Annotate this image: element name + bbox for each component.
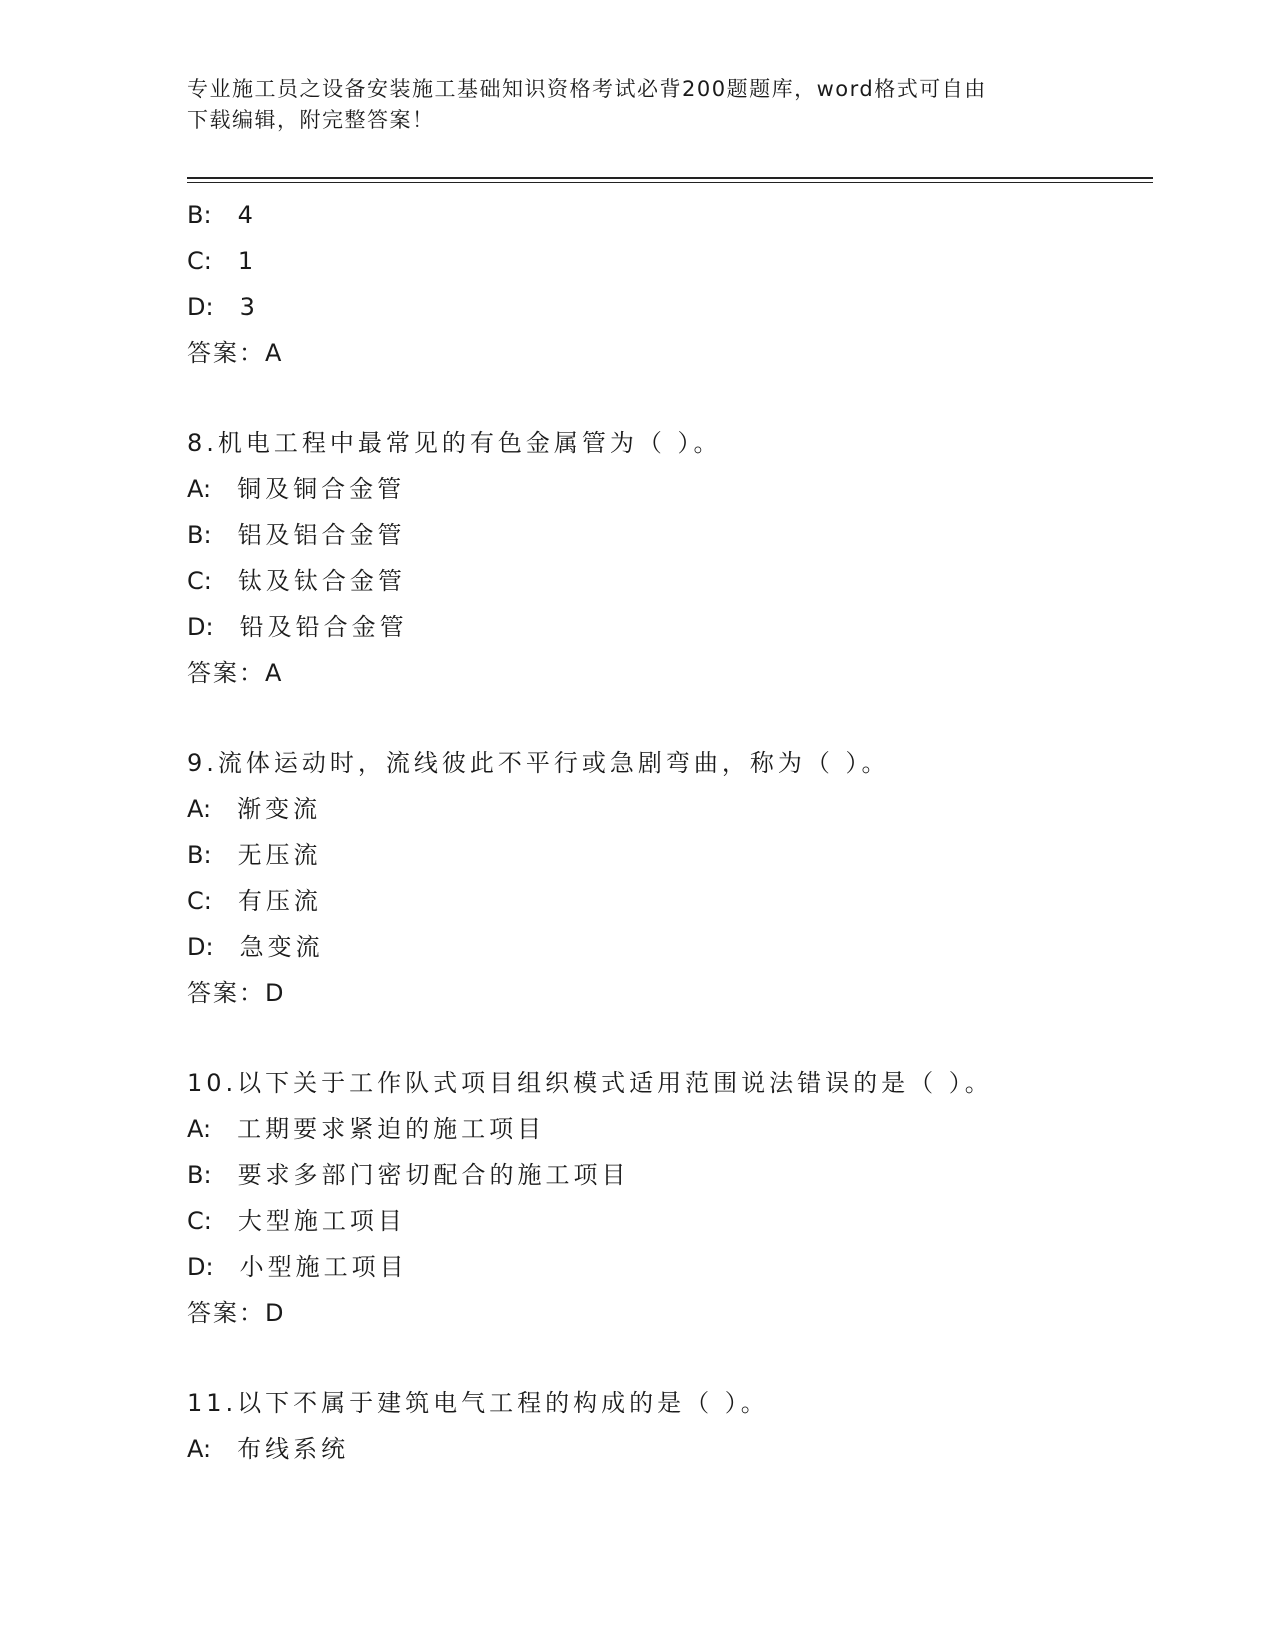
option-d: D: 铅及铅合金管 <box>187 613 408 641</box>
answer-line: 答案：A <box>187 339 284 367</box>
header-rule <box>187 177 1153 179</box>
option-c: C: 大型施工项目 <box>187 1207 406 1235</box>
header-title-line-1: 专业施工员之设备安装施工基础知识资格考试必背200题题库，word格式可自由 <box>187 77 987 101</box>
question-list <box>187 192 1147 1472</box>
option-d: D: 3 <box>187 293 259 321</box>
question-stem: 10.以下关于工作队式项目组织模式适用范围说法错误的是（ ）。 <box>187 1069 993 1097</box>
question-stem: 8.机电工程中最常见的有色金属管为（ ）。 <box>187 429 722 457</box>
option-b: B: 要求多部门密切配合的施工项目 <box>187 1161 630 1189</box>
option-d: D: 急变流 <box>187 933 324 961</box>
option-d: D: 小型施工项目 <box>187 1253 408 1281</box>
option-c: C: 1 <box>187 247 258 275</box>
option-a: A: 渐变流 <box>187 795 322 823</box>
option-a: A: 布线系统 <box>187 1435 350 1463</box>
question-stem: 11.以下不属于建筑电气工程的构成的是（ ）。 <box>187 1389 769 1417</box>
question-9 <box>187 740 1147 1016</box>
answer-line: 答案：D <box>187 979 286 1007</box>
question-11 <box>187 1380 1147 1472</box>
option-c: C: 有压流 <box>187 887 322 915</box>
question-continued <box>187 192 1147 376</box>
document-header <box>187 74 1067 136</box>
option-b: B: 无压流 <box>187 841 322 869</box>
option-a: A: 工期要求紧迫的施工项目 <box>187 1115 546 1143</box>
header-title-line-2: 下载编辑，附完整答案！ <box>187 108 435 132</box>
option-c: C: 钛及钛合金管 <box>187 567 406 595</box>
question-stem: 9.流体运动时，流线彼此不平行或急剧弯曲，称为（ ）。 <box>187 749 890 777</box>
answer-line: 答案：D <box>187 1299 286 1327</box>
question-10 <box>187 1060 1147 1336</box>
answer-line: 答案：A <box>187 659 284 687</box>
header-rule-thin <box>187 182 1153 183</box>
option-b: B: 铝及铝合金管 <box>187 521 406 549</box>
question-8 <box>187 420 1147 696</box>
option-b: B: 4 <box>187 201 257 229</box>
option-a: A: 铜及铜合金管 <box>187 475 406 503</box>
